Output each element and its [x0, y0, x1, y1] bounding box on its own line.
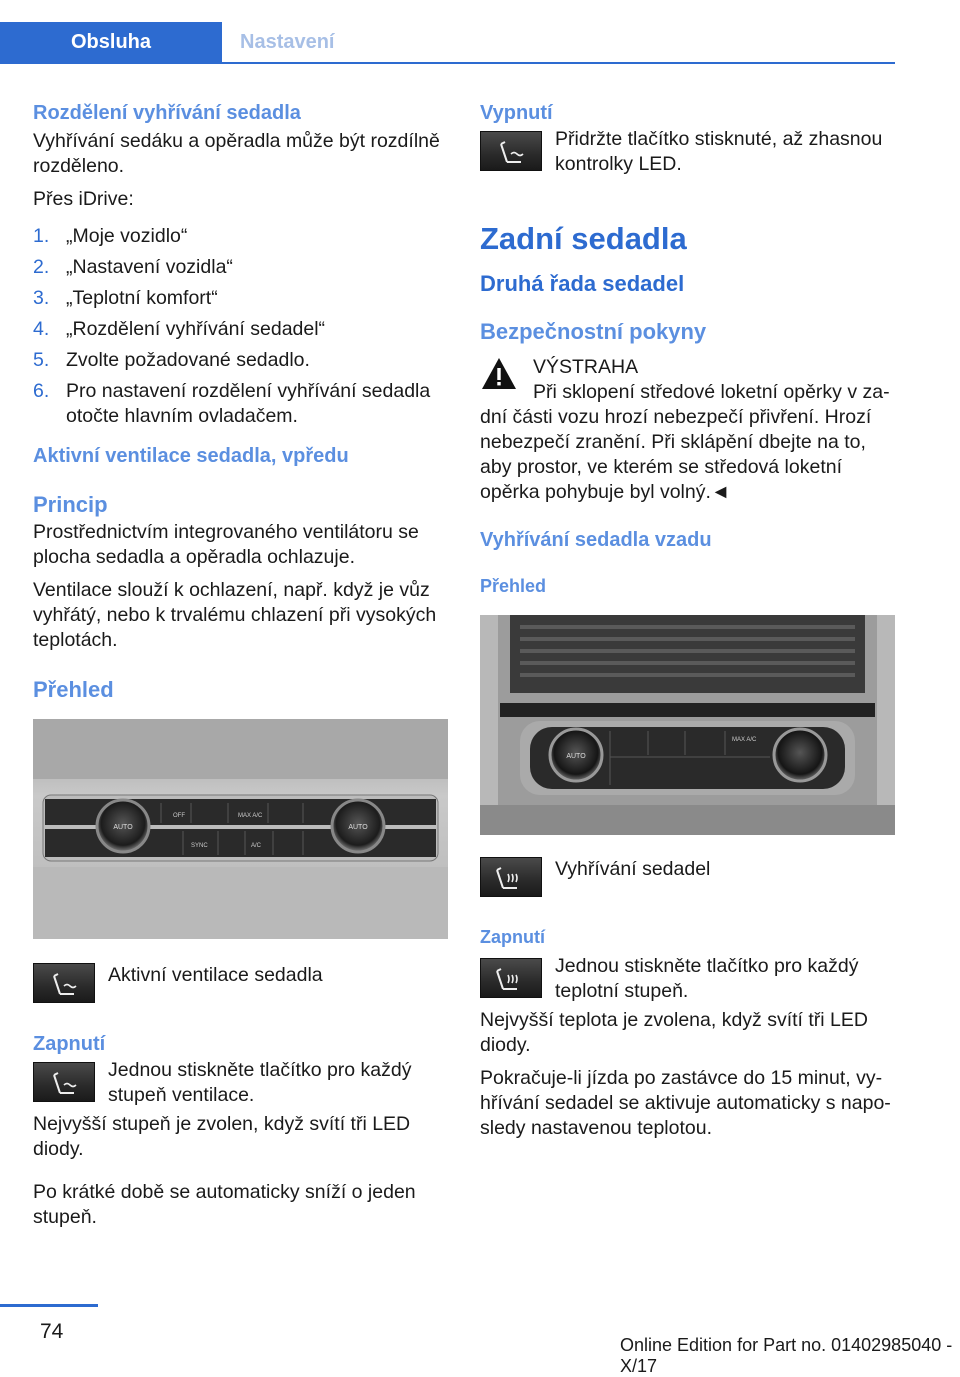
heading-druha-rada: Druhá řada sedadel — [480, 271, 685, 296]
text-idrive: Přes iDrive: — [33, 188, 134, 210]
warning-text: dní části vozu hrozí nebezpečí přivření. Hrozí nebezpečí zranění. Při sklápění dbejte na to, aby prostor, ve kterém se středová loketní opěrka pohybuje byl volný.◄ — [480, 406, 872, 503]
right-column — [480, 100, 895, 1141]
ventilation-icon-row — [33, 959, 451, 1003]
heading-prehled-vzadu: Přehled — [480, 576, 547, 596]
rear-label-maxac: MAX A/C — [732, 737, 757, 743]
text-kratke: Po krátké době se automaticky sníží o jeden stupeň. — [33, 1181, 416, 1228]
ventilation-caption: Aktivní ventilace sedadla — [108, 964, 323, 986]
label-maxac: MAX A/C — [238, 813, 263, 819]
heating-caption: Vyhřívání sedadel — [555, 858, 711, 880]
seat-heating-icon — [480, 857, 542, 897]
heading-vypnuti: Vypnutí — [480, 102, 553, 124]
page-number: 74 — [40, 1320, 64, 1343]
list-item: 6. Pro nastavení rozdělení vyhřívání sedadla otočte hlavním ovladačem. — [33, 380, 431, 427]
label-off: OFF — [173, 813, 185, 819]
heading-zadni-sedadla: Zadní sedadla — [480, 221, 687, 256]
footer-rule — [0, 1304, 98, 1307]
zapnuti-icon-row — [33, 1058, 451, 1108]
text-princip-2: Ventilace slouží k ochlazení, např. když je vůz vyhřátý, nebo k trvalému chlazení při vysokých teplotách. — [33, 579, 437, 651]
knob-right-label: AUTO — [348, 824, 368, 831]
front-climate-panel-photo — [33, 719, 448, 939]
text-nejvyssi-teplota: Nejvyšší teplota je zvolena, když svítí tři LED diody. — [480, 1009, 868, 1056]
text-princip-1: Prostřednictvím integrovaného ventilátoru se plocha sedadla a opěradla ochlazuje. — [33, 521, 419, 568]
warning-title: VÝSTRAHA — [533, 356, 639, 378]
list-item: 3. „Teplotní komfort“ — [33, 287, 218, 309]
idrive-steps — [33, 224, 451, 429]
seat-heating-icon — [480, 958, 542, 998]
heading-vyhrivani-vzadu: Vyhřívání sedadla vzadu — [480, 529, 712, 551]
list-item: 1. „Moje vozidlo“ — [33, 225, 188, 247]
heading-rozdeleni: Rozdělení vyhřívání sedadla — [33, 102, 301, 124]
seat-ventilation-icon — [480, 131, 542, 171]
tab-nastaveni[interactable]: Nastavení — [240, 31, 335, 53]
list-item: 4. „Rozdělení vyhřívání sedadel“ — [33, 318, 326, 340]
seat-ventilation-icon — [33, 1062, 95, 1102]
warning-row — [480, 355, 895, 405]
zapnuti-vzadu-text: Jednou stiskněte tlačítko pro každý teplotní stupeň. — [555, 955, 859, 1002]
tab-obsluha[interactable]: Obsluha — [0, 22, 222, 62]
rear-knob-label: AUTO — [566, 753, 586, 760]
knob-left-label: AUTO — [113, 824, 133, 831]
heating-icon-row — [480, 853, 895, 897]
header-tabs — [0, 22, 895, 64]
list-item: 5. Zvolte požadované sedadlo. — [33, 349, 310, 371]
list-item: 2. „Nastavení vozidla“ — [33, 256, 233, 278]
heading-bezpecnostni: Bezpečnostní pokyny — [480, 319, 707, 344]
text-pokracuje: Pokračuje-li jízda po zastávce do 15 minut, vy-hřívání sedadel se aktivuje automaticky s napo-sledy nastavenou teplotou. — [480, 1067, 891, 1139]
edition-text: Online Edition for Part no. 01402985040 - X/17 — [620, 1335, 953, 1376]
front-panel-illustration — [33, 719, 448, 939]
left-column — [33, 100, 451, 1230]
rear-panel-illustration — [480, 615, 895, 835]
heading-prehled: Přehled — [33, 677, 114, 702]
zapnuti-vzadu-icon-row — [480, 954, 895, 1004]
label-sync: SYNC — [191, 843, 208, 849]
rear-climate-panel-photo — [480, 615, 895, 835]
warning-triangle-icon — [480, 355, 518, 393]
warning-text-first-line: Při sklopení středové loketní opěrky v za- — [533, 381, 890, 403]
heading-princip: Princip — [33, 492, 108, 517]
text-rozdeleni: Vyhřívání sedáku a opěradla může být rozdílně rozděleno. — [33, 130, 440, 177]
text-nejvyssi-stupen: Nejvyšší stupeň je zvolen, když svítí tři LED diody. — [33, 1113, 411, 1160]
seat-ventilation-icon — [33, 963, 95, 1003]
vypnuti-icon-row — [480, 127, 895, 177]
heading-ventilace: Aktivní ventilace sedadla, vpředu — [33, 445, 349, 467]
heading-zapnuti: Zapnutí — [33, 1033, 106, 1055]
label-ac: A/C — [251, 843, 262, 849]
vypnuti-text: Přidržte tlačítko stisknuté, až zhasnou kontrolky LED. — [555, 128, 883, 175]
zapnuti-text: Jednou stiskněte tlačítko pro každý stupeň ventilace. — [108, 1059, 412, 1106]
heading-zapnuti-vzadu: Zapnutí — [480, 927, 545, 947]
